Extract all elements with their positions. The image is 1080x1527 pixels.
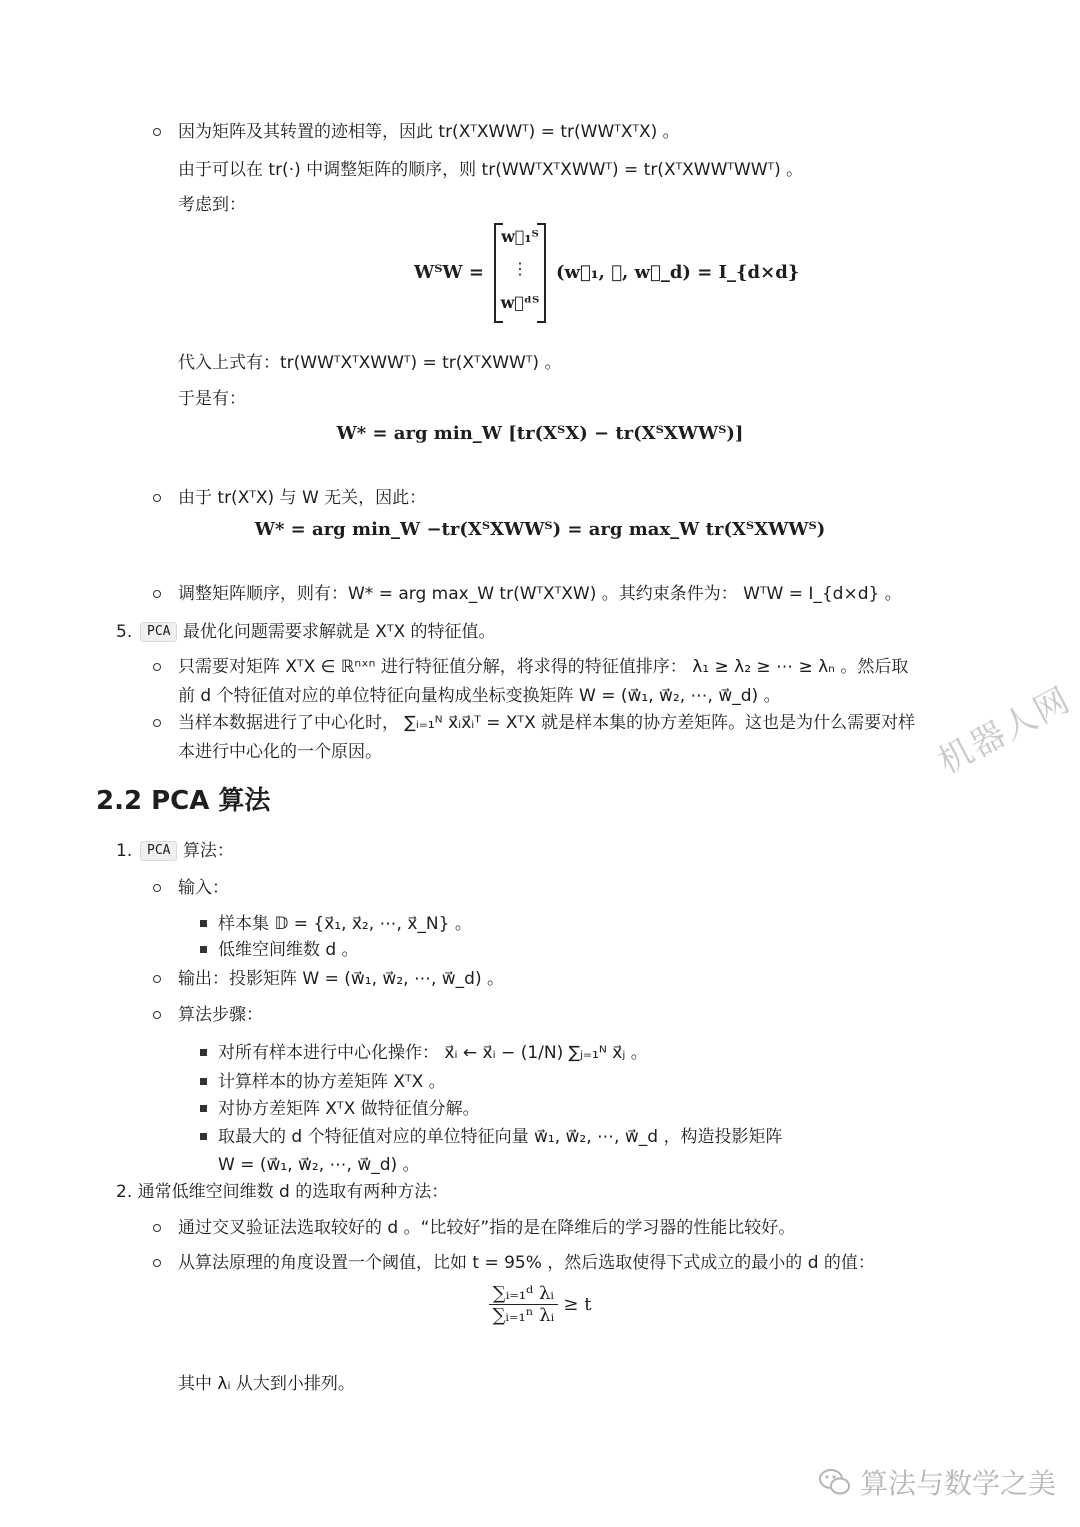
item-2: 2. 通常低维空间维数 d 的选取有两种方法： — [116, 1182, 449, 1202]
bullet-square — [200, 1105, 207, 1112]
item-5-text: 最优化问题需要求解就是 XᵀX 的特征值。 — [182, 622, 496, 642]
line-trace-equal: 因为矩阵及其转置的迹相等，因此 tr(XᵀXWWᵀ) = tr(WWᵀXᵀX) 。 — [178, 122, 680, 142]
line-steps: 算法步骤： — [178, 1005, 263, 1025]
line-cross-validation: 通过交叉验证法选取较好的 d 。“比较好”指的是在降维后的学习器的性能比较好。 — [178, 1218, 796, 1238]
item-1 — [140, 839, 234, 863]
item-number-1: 1. — [116, 841, 133, 861]
eq1-mid: ⋮ — [511, 259, 528, 278]
line-consider: 考虑到： — [178, 195, 246, 215]
pca-code-tag: PCA — [140, 841, 177, 861]
item-5 — [140, 620, 496, 644]
line-centered-a: 当样本数据进行了中心化时， ∑ᵢ₌₁ᴺ x⃗ᵢx⃗ᵢᵀ = XᵀX 就是样本集的协方差矩阵。这也是为什么需要对样 — [178, 713, 916, 733]
eq4-denominator: ∑ᵢ₌₁ⁿ λᵢ — [492, 1305, 555, 1326]
bullet-square — [200, 946, 207, 953]
line-eigendecomp-a: 只需要对矩阵 XᵀX ∈ ℝⁿˣⁿ 进行特征值分解，将求得的特征值排序： λ₁ ≥ λ₂ ≥ ⋯ ≥ λₙ 。然后取 — [178, 657, 909, 677]
pca-code-tag: PCA — [140, 622, 177, 642]
bullet-circle — [153, 128, 161, 136]
line-constraint: 调整矩阵顺序，则有：W* = arg max_W tr(WᵀXᵀXW) 。其约束条件为： WᵀW = I_{d×d} 。 — [178, 584, 902, 604]
eq1-bot: w⃗ᵈᵀ — [500, 293, 540, 312]
line-substitute: 代入上式有：tr(WWᵀXᵀXWWᵀ) = tr(XᵀXWWᵀ) 。 — [178, 353, 562, 373]
bullet-circle — [153, 1224, 161, 1232]
bullet-square — [200, 1078, 207, 1085]
equation-wtw — [414, 222, 799, 322]
line-independent: 由于 tr(XᵀX) 与 W 无关，因此： — [178, 488, 427, 508]
line-input: 输入： — [178, 878, 229, 898]
line-low-dim: 低维空间维数 d 。 — [218, 940, 359, 960]
bullet-circle — [153, 590, 161, 598]
line-sample-set: 样本集 𝔻 = {x⃗₁, x⃗₂, ⋯, x⃗_N} 。 — [218, 914, 472, 934]
bullet-circle — [153, 1259, 161, 1267]
section-heading: 2.2 PCA 算法 — [96, 786, 271, 816]
item-1-text: 算法： — [182, 841, 234, 861]
bullet-circle — [153, 663, 161, 671]
bullet-square — [200, 1049, 207, 1056]
item-number-5: 5. — [116, 622, 133, 642]
bullet-circle — [153, 494, 161, 502]
bullet-square — [200, 1133, 207, 1140]
bullet-circle — [153, 719, 161, 727]
bullet-circle — [153, 975, 161, 983]
eq1-top: w⃗₁ᵀ — [501, 227, 539, 246]
watermark-wechat — [818, 1462, 1056, 1502]
line-step-center: 对所有样本进行中心化操作： x⃗ᵢ ← x⃗ᵢ − (1/N) ∑ⱼ₌₁ᴺ x⃗ⱼ 。 — [218, 1043, 648, 1063]
eq4-rhs: ≥ t — [563, 1294, 592, 1315]
line-threshold: 从算法原理的角度设置一个阈值，比如 t = 95% ，然后选取使得下式成立的最小的 d 的值： — [178, 1253, 875, 1273]
equation-argmax: W* = arg min_W −tr(XᵀXWWᵀ) = arg max_W tr(XᵀXWWᵀ) — [254, 519, 826, 540]
eq1-rhs: (w⃗₁, ⋯, w⃗_d) = I_{d×d} — [555, 261, 800, 283]
equation-argmin: W* = arg min_W [tr(XᵀX) − tr(XᵀXWWᵀ)] — [336, 423, 744, 444]
bullet-circle — [153, 1011, 161, 1019]
eq4-numerator: ∑ᵢ₌₁ᵈ λᵢ — [489, 1283, 559, 1305]
bullet-circle — [153, 884, 161, 892]
wechat-icon — [818, 1467, 852, 1497]
bullet-square — [200, 920, 207, 927]
line-step-topd-b: W = (w⃗₁, w⃗₂, ⋯, w⃗_d) 。 — [218, 1155, 420, 1175]
line-step-cov: 计算样本的协方差矩阵 XᵀX 。 — [218, 1072, 446, 1092]
line-step-eig: 对协方差矩阵 XᵀX 做特征值分解。 — [218, 1099, 480, 1119]
eq1-lhs: WᵀW = — [414, 261, 484, 283]
line-lambda-order: 其中 λᵢ 从大到小排列。 — [178, 1374, 355, 1394]
line-trace-reorder: 由于可以在 tr(·) 中调整矩阵的顺序，则 tr(WWᵀXᵀXWWᵀ) = tr(XᵀXWWᵀWWᵀ) 。 — [178, 160, 804, 180]
line-eigendecomp-b: 前 d 个特征值对应的单位特征向量构成坐标变换矩阵 W = (w⃗₁, w⃗₂, ⋯, w⃗_d) 。 — [178, 686, 781, 706]
line-output: 输出：投影矩阵 W = (w⃗₁, w⃗₂, ⋯, w⃗_d) 。 — [178, 969, 504, 989]
line-centered-b: 本进行中心化的一个原因。 — [178, 742, 382, 762]
line-step-topd-a: 取最大的 d 个特征值对应的单位特征向量 w⃗₁, w⃗₂, ⋯, w⃗_d ，构造投影矩阵 — [218, 1127, 783, 1147]
equation-ratio — [0, 1283, 1080, 1326]
eq4-fraction — [489, 1283, 559, 1326]
eq1-bracket-matrix — [494, 223, 546, 321]
watermark-wechat-text: 算法与数学之美 — [860, 1467, 1057, 1500]
watermark-robot-net: 机器人网 — [931, 679, 1078, 783]
line-therefore: 于是有： — [178, 389, 246, 409]
